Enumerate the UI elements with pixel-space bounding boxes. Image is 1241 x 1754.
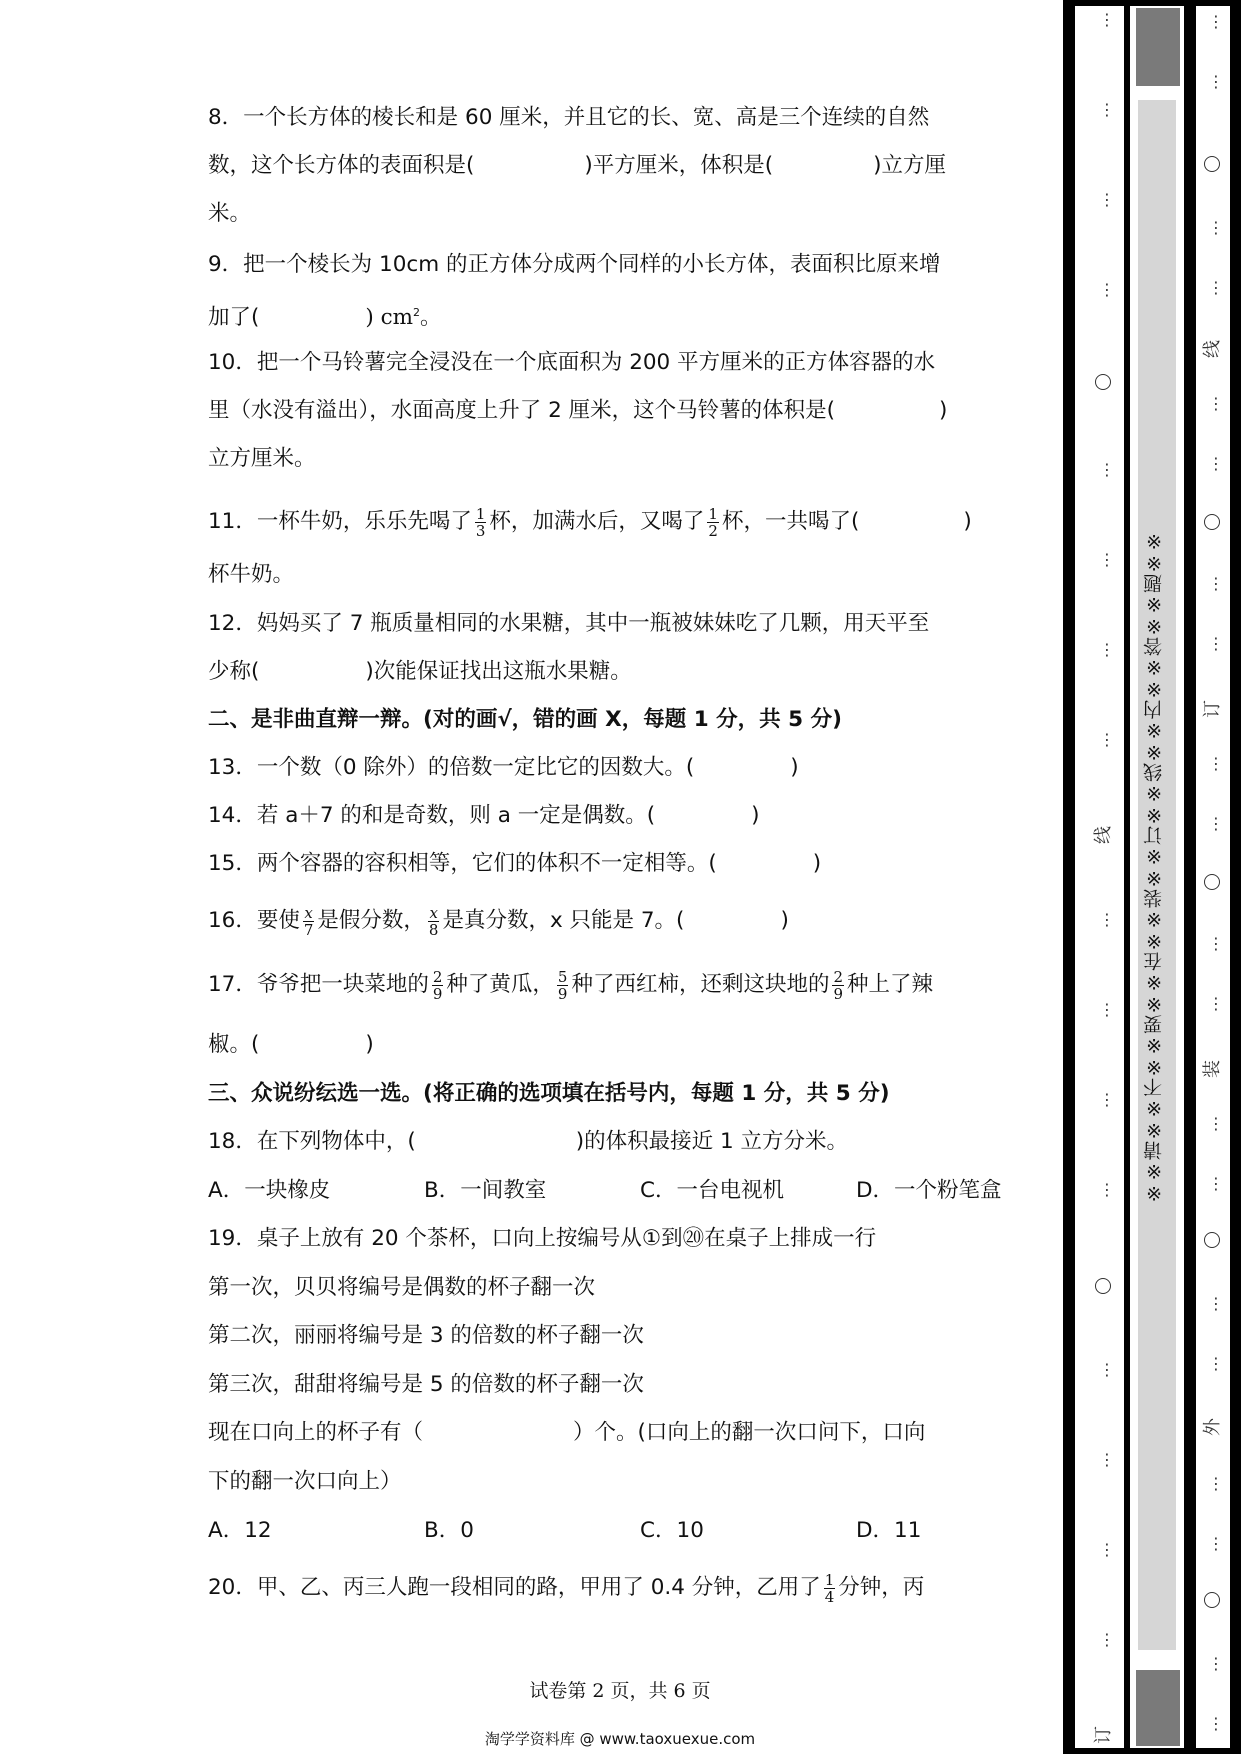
watermark-site: 淘学学资料库 @ www.taoxuexue.com	[484, 1730, 756, 1748]
q9-line2	[208, 298, 1038, 333]
q8-line3: 米。	[208, 201, 252, 226]
q13-close: )	[790, 755, 799, 780]
circle-outer-2	[1204, 514, 1220, 530]
q9-line1: 9．把一个棱长为 10cm 的正方体分成两个同样的小长方体，表面积比原来增	[208, 252, 941, 277]
q20-fraction-num: 1	[824, 1570, 835, 1589]
q8-text-b: )平方厘米，体积是(	[584, 153, 774, 178]
dots-outer-5: ⋮	[1208, 394, 1224, 413]
q19-line6: 下的翻一次口向上）	[208, 1469, 402, 1494]
q11-fraction-2	[707, 506, 719, 539]
q18-option-c[interactable]: C．一台电视机	[640, 1178, 785, 1203]
q19-text-b: ）个。(口向上的翻一次口问下，口向	[573, 1420, 926, 1445]
q18-option-a[interactable]: A．一块橡皮	[208, 1178, 331, 1203]
q19-line3: 第二次，丽丽将编号是 3 的倍数的杯子翻一次	[208, 1323, 644, 1348]
dots-inner-6: ⋮	[1099, 550, 1115, 569]
dots-outer-2: ⋮	[1208, 72, 1224, 91]
section-3-heading: 三、众说纷纭选一选。(将正确的选项填在括号内，每题 1 分，共 5 分)	[208, 1081, 890, 1106]
q19-option-d[interactable]: D．11	[856, 1518, 922, 1543]
mark-inner-xian: 线	[1093, 826, 1114, 844]
q11-text-b: 杯，加满水后，又喝了	[489, 509, 705, 534]
q10-text-b: )	[939, 398, 948, 423]
dots-inner-2: ⋮	[1099, 100, 1115, 119]
q15	[208, 849, 1038, 879]
binding-bar-right	[1230, 0, 1241, 1754]
page-number: 试卷第 2 页，共 6 页	[529, 1680, 711, 1702]
dots-inner-15: ⋮	[1099, 1540, 1115, 1559]
q9-unit-sup: 2	[413, 306, 421, 319]
circle-inner-2	[1095, 1278, 1111, 1294]
q12-text-b: )次能保证找出这瓶水果糖。	[365, 659, 632, 684]
q16-text-c: 是真分数，x 只能是 7。(	[442, 908, 685, 933]
q17-fraction-3	[832, 969, 844, 1002]
q12-line1: 12．妈妈买了 7 瓶质量相同的水果糖，其中一瓶被妹妹吃了几颗，用天平至	[208, 611, 930, 636]
binding-bar-mid-2	[1184, 0, 1196, 1754]
q19-option-c[interactable]: C．10	[640, 1518, 704, 1543]
q11-fraction-1-den: 3	[475, 521, 486, 540]
q19-text-a: 现在口向上的杯子有（	[208, 1420, 424, 1445]
q19-line4: 第三次，甜甜将编号是 5 的倍数的杯子翻一次	[208, 1372, 644, 1397]
dots-outer-12: ⋮	[1208, 994, 1224, 1013]
dots-inner-14: ⋮	[1099, 1450, 1115, 1469]
q20-text-b: 分钟，丙	[838, 1575, 925, 1600]
dots-outer-16: ⋮	[1208, 1354, 1224, 1373]
mark-outer-ding: 订	[1202, 700, 1223, 718]
q8-text-c: )立方厘	[873, 153, 947, 178]
q17-fraction-1	[432, 969, 444, 1002]
dots-inner-3: ⋮	[1099, 190, 1115, 209]
dots-inner-4: ⋮	[1099, 280, 1115, 299]
q19-option-b[interactable]: B．0	[424, 1518, 474, 1543]
q9-text-a: 加了(	[208, 305, 260, 331]
dots-inner-11: ⋮	[1099, 1090, 1115, 1109]
q14	[208, 801, 1038, 831]
q17-line1	[208, 963, 1038, 1007]
q10-text-a: 里（水没有溢出），水面高度上升了 2 厘米，这个马铃薯的体积是(	[208, 398, 835, 423]
q10-line1: 10．把一个马铃薯完全浸没在一个底面积为 200 平方厘米的正方体容器的水	[208, 350, 936, 375]
q17-line2	[208, 1030, 1038, 1060]
binding-warning-text: ※※请※※不※※要※※在※※装※※订※※线※※内※※答※※题※※	[1143, 530, 1165, 1204]
q17-line2-text: 椒。(	[208, 1032, 260, 1057]
dots-outer-1: ⋮	[1208, 12, 1224, 31]
dots-inner-12: ⋮	[1099, 1180, 1115, 1199]
q17-text-b: 种了黄瓜，	[446, 972, 554, 997]
q18-options	[208, 1176, 1038, 1206]
q19-line2: 第一次，贝贝将编号是偶数的杯子翻一次	[208, 1275, 596, 1300]
mark-inner-ding: 订	[1093, 1726, 1114, 1744]
circle-outer-1	[1204, 156, 1220, 172]
binding-grey-top	[1136, 8, 1180, 86]
dots-outer-6: ⋮	[1208, 454, 1224, 473]
q18-text-a: 18．在下列物体中，(	[208, 1129, 416, 1154]
q8-text-a: 数，这个长方体的表面积是(	[208, 153, 475, 178]
q11-fraction-1	[475, 506, 487, 539]
dots-inner-5: ⋮	[1099, 460, 1115, 479]
q17-text-d: 种上了辣	[847, 972, 934, 997]
q10-line2	[208, 396, 1038, 426]
circle-outer-4	[1204, 1232, 1220, 1248]
binding-bar-top	[1063, 0, 1241, 6]
q20-text-a: 20．甲、乙、丙三人跑一段相同的路，甲用了 0.4 分钟，乙用了	[208, 1575, 821, 1600]
binding-bar-left	[1063, 0, 1075, 1754]
dots-inner-16: ⋮	[1099, 1630, 1115, 1649]
q19-line1: 19．桌子上放有 20 个茶杯，口向上按编号从①到⑳在桌子上排成一行	[208, 1226, 877, 1251]
q18	[208, 1127, 1038, 1157]
circle-outer-3	[1204, 874, 1220, 890]
q11-text-c: 杯，一共喝了(	[721, 509, 860, 534]
dots-outer-14: ⋮	[1208, 1174, 1224, 1193]
dots-inner-9: ⋮	[1099, 910, 1115, 929]
q16-fraction-1-num: x	[304, 903, 313, 922]
dots-outer-18: ⋮	[1208, 1534, 1224, 1553]
dots-inner-13: ⋮	[1099, 1360, 1115, 1379]
q8-line2	[208, 151, 1038, 181]
dots-inner-7: ⋮	[1099, 640, 1115, 659]
mark-outer-zhuang: 装	[1202, 1060, 1223, 1078]
dots-outer-11: ⋮	[1208, 934, 1224, 953]
q19-options	[208, 1516, 1038, 1546]
q19-option-a[interactable]: A．12	[208, 1518, 272, 1543]
binding-bar-mid-1	[1124, 0, 1130, 1754]
dots-outer-4: ⋮	[1208, 278, 1224, 297]
dots-outer-20: ⋮	[1208, 1714, 1224, 1733]
q15-close: )	[812, 851, 822, 876]
q13-text: 13．一个数（0 除外）的倍数一定比它的因数大。(	[208, 755, 695, 780]
q11-line2: 杯牛奶。	[208, 562, 295, 587]
q19-line5	[208, 1418, 1038, 1448]
q20-fraction-den: 4	[824, 1587, 835, 1606]
section-2-heading: 二、是非曲直辩一辩。(对的画√，错的画 X，每题 1 分，共 5 分)	[208, 707, 842, 732]
q16-close: )	[780, 908, 789, 933]
q17-fraction-3-den: 9	[833, 984, 844, 1003]
dots-inner-8: ⋮	[1099, 730, 1115, 749]
dots-outer-3: ⋮	[1208, 218, 1224, 237]
q14-text: 14．若 a＋7 的和是奇数，则 a 一定是偶数。(	[208, 803, 656, 828]
q11-fraction-2-num: 1	[708, 504, 718, 523]
q16-fraction-2-num: x	[429, 903, 438, 922]
q16	[208, 899, 1038, 943]
q17-fraction-2-den: 9	[557, 984, 568, 1003]
q16-fraction-2-den: 8	[428, 920, 439, 939]
q17-text-c: 种了西红柿，还剩这块地的	[571, 972, 830, 997]
q16-text-b: 是假分数，	[317, 908, 425, 933]
q10-line3: 立方厘米。	[208, 446, 316, 471]
q11-fraction-2-den: 2	[708, 521, 718, 540]
q12-line2	[208, 657, 1038, 687]
q17-text-a: 17．爷爷把一块菜地的	[208, 972, 429, 997]
q20-fraction	[824, 1572, 836, 1605]
q13	[208, 753, 1038, 783]
q20-line1	[208, 1566, 1038, 1610]
q17-fraction-2-num: 5	[557, 967, 568, 986]
q11-text-a: 11．一杯牛奶，乐乐先喝了	[208, 509, 472, 534]
q16-fraction-2	[428, 905, 440, 938]
q17-fraction-2	[557, 969, 569, 1002]
q9-text-c: 。	[420, 305, 442, 331]
q12-text-a: 少称(	[208, 659, 260, 684]
q17-close: )	[365, 1032, 374, 1057]
binding-grey-bottom	[1136, 1670, 1180, 1746]
dots-inner-1: ⋮	[1099, 10, 1115, 29]
q16-text-a: 16．要使	[208, 908, 300, 933]
circle-inner-1	[1095, 374, 1111, 390]
q14-close: )	[751, 803, 760, 828]
dots-outer-8: ⋮	[1208, 634, 1224, 653]
q18-text-b: )的体积最接近 1 立方分米。	[575, 1129, 848, 1154]
q9-unit: ) cm	[365, 305, 414, 331]
dots-outer-15: ⋮	[1208, 1294, 1224, 1313]
q11-fraction-1-num: 1	[475, 504, 486, 523]
dots-outer-17: ⋮	[1208, 1474, 1224, 1493]
q15-text: 15．两个容器的容积相等，它们的体积不一定相等。(	[208, 851, 717, 876]
dots-outer-7: ⋮	[1208, 574, 1224, 593]
dots-outer-9: ⋮	[1208, 754, 1224, 773]
dots-outer-10: ⋮	[1208, 814, 1224, 833]
circle-outer-5	[1204, 1592, 1220, 1608]
mark-outer-wai: 外	[1202, 1418, 1223, 1436]
q11-text-d: )	[963, 509, 972, 534]
q8-line1: 8．一个长方体的棱长和是 60 厘米，并且它的长、宽、高是三个连续的自然	[208, 105, 930, 130]
q17-fraction-3-num: 2	[833, 967, 844, 986]
q16-fraction-1	[303, 905, 315, 938]
q17-fraction-1-num: 2	[432, 967, 443, 986]
q18-option-b[interactable]: B．一间教室	[424, 1178, 547, 1203]
binding-bar-bottom	[1063, 1748, 1241, 1754]
q17-fraction-1-den: 9	[432, 984, 443, 1003]
q16-fraction-1-den: 7	[303, 920, 314, 939]
q18-option-d[interactable]: D．一个粉笔盒	[856, 1178, 1002, 1203]
mark-outer-xian: 线	[1202, 340, 1223, 358]
dots-inner-10: ⋮	[1099, 1000, 1115, 1019]
dots-outer-19: ⋮	[1208, 1654, 1224, 1673]
q11-line1	[208, 500, 1038, 544]
dots-outer-13: ⋮	[1208, 1114, 1224, 1133]
